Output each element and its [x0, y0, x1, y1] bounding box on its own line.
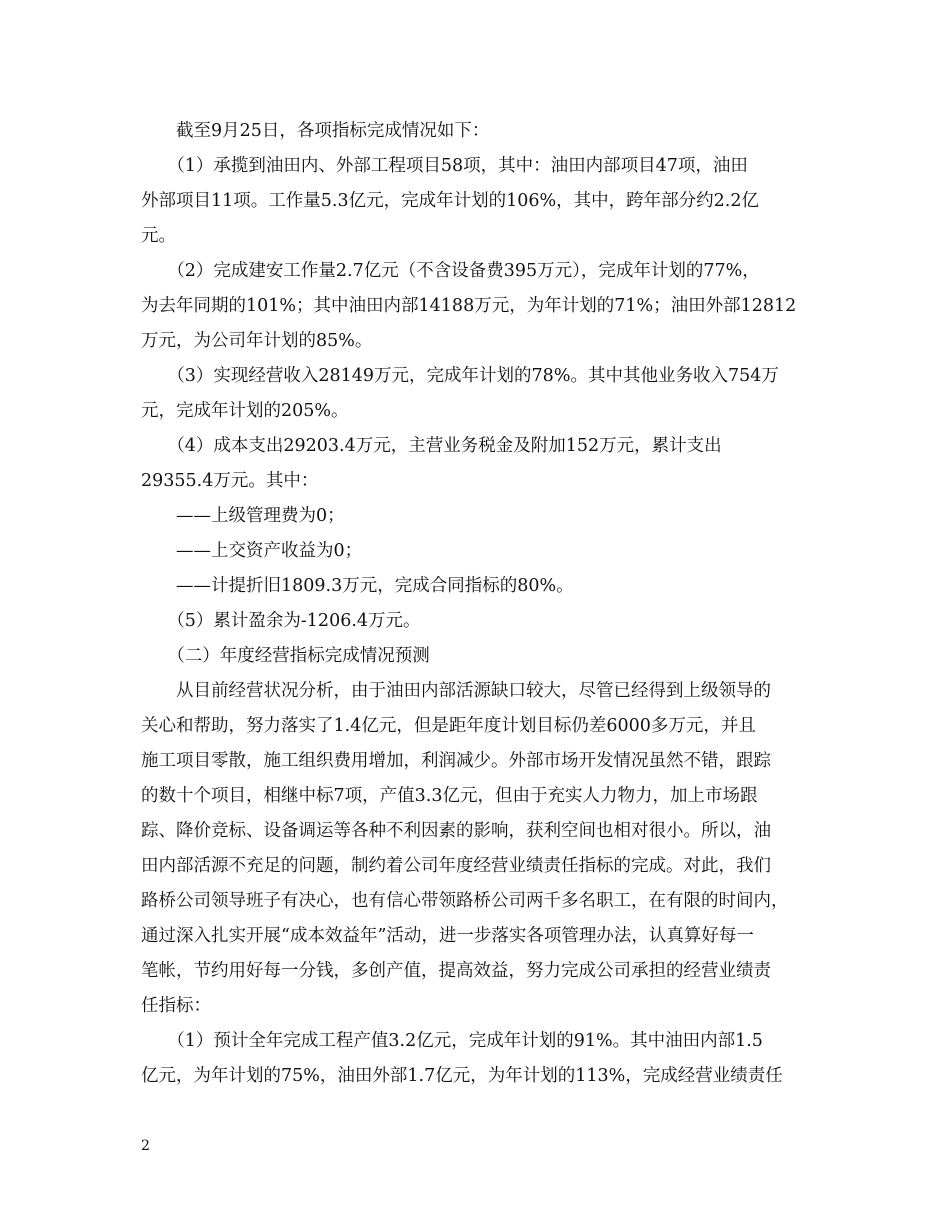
text-line: 的数十个项目，相继中标7项，产值3.3亿元，但由于充实人力物力，加上市场跟	[141, 786, 758, 806]
text-line: 截至9月25日，各项指标完成情况如下：	[141, 121, 490, 141]
text-line: （2）完成建安工作量2.7亿元（不含设备费395万元），完成年计划的77%，	[141, 261, 760, 281]
text-line: 踪、降价竞标、设备调运等各种不利因素的影响，获利空间也相对很小。所以，油	[141, 821, 771, 841]
text-line: 路桥公司领导班子有决心，也有信心带领路桥公司两千多名职工，在有限的时间内，	[141, 891, 789, 911]
text-line: （3）实现经营收入28149万元，完成年计划的78%。其中其他业务收入754万	[141, 366, 779, 386]
text-line: （4）成本支出29203.4万元，主营业务税金及附加152万元，累计支出	[141, 436, 722, 456]
text-line: 笔帐，节约用好每一分钱，多创产值，提高效益，努力完成公司承担的经营业绩责	[141, 961, 771, 981]
text-line: 元。	[141, 226, 176, 246]
text-line: 任指标：	[141, 996, 211, 1016]
page-number: 2	[141, 1138, 150, 1154]
text-line: ——上级管理费为0；	[141, 506, 345, 526]
text-line: 为去年同期的101%；其中油田内部14188万元，为年计划的71%；油田外部12812	[141, 296, 797, 316]
text-line: 万元，为公司年计划的85%。	[141, 331, 373, 351]
section-heading: （二）年度经营指标完成情况预测	[141, 646, 430, 666]
text-line: 外部项目11项。工作量5.3亿元，完成年计划的106%，其中，跨年部分约2.2亿	[141, 191, 759, 211]
text-line: （1）预计全年完成工程产值3.2亿元，完成年计划的91%。其中油田内部1.5	[141, 1031, 763, 1051]
text-line: 关心和帮助，努力落实了1.4亿元，但是距年度计划目标仍差6000多万元，并且	[141, 716, 756, 736]
text-line: 29355.4万元。其中：	[141, 471, 319, 491]
text-line: ——计提折旧1809.3万元，完成合同指标的80%。	[141, 576, 574, 596]
text-line: ——上交资产收益为0；	[141, 541, 363, 561]
text-line: （1）承揽到油田内、外部工程项目58项，其中：油田内部项目47项，油田	[141, 156, 748, 176]
text-line: （5）累计盈余为-1206.4万元。	[141, 611, 421, 631]
text-line: 亿元，为年计划的75%，油田外部1.7亿元，为年计划的113%，完成经营业绩责任	[141, 1066, 783, 1086]
text-line: 通过深入扎实开展“成本效益年”活动，进一步落实各项管理办法，认真算好每一	[141, 926, 754, 946]
text-line: 施工项目零散，施工组织费用增加，利润减少。外部市场开发情况虽然不错，跟踪	[141, 751, 771, 771]
text-line: 元，完成年计划的205%。	[141, 401, 349, 421]
text-line: 田内部活源不充足的问题，制约着公司年度经营业绩责任指标的完成。对此，我们	[141, 856, 771, 876]
text-line: 从目前经营状况分析，由于油田内部活源缺口较大，尽管已经得到上级领导的	[141, 681, 771, 701]
